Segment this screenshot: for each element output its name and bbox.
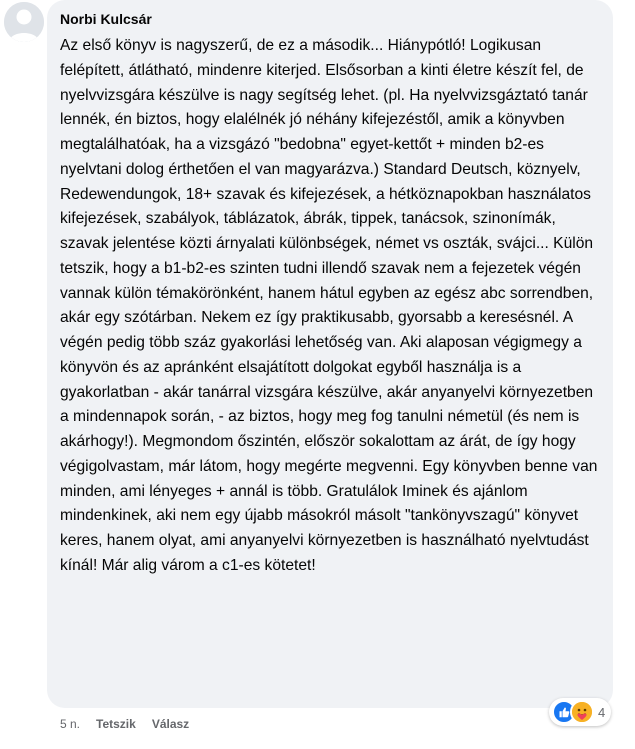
reaction-count: 4 [598,704,606,720]
reaction-summary[interactable] [549,698,611,726]
avatar[interactable] [4,2,44,42]
comment-actions [60,714,205,734]
comment-bubble [47,0,613,708]
care-icon [570,700,594,724]
reply-button[interactable]: Válasz [151,717,190,731]
comment-timestamp[interactable]: 5 n. [60,717,81,731]
like-button[interactable]: Tetszik [96,717,136,731]
default-avatar-icon [4,2,44,42]
comment-text: Az első könyv is nagyszerű, de ez a második... Hiánypótló! Logikusan felépített, átlátható, mindenre kiterjed. Elsősorban a kinti életre készít fel, de nyelvvizsgára készülve is nagy segítség lehet. (pl. Ha nyelvvizsgáztató tanár lennék, én biztos, hogy elalélnék jó néhány kifejezéstől, amik a könyvben megtalálhatóak, ha a vizsgázó "bedobna" egyet-kettőt + minden b2-es nyelvtani dolog érthetően el van magyarázva.) Standard Deutsch, köznyelv, Redewendungok, 18+ szavak és kifejezések, a hétköznapokban használatos kifejezések, szabályok, táblázatok, ábrák, tippek, tanácsok, szinonímák, szavak jelentése közti árnyalati különbségek, német vs oszták, svájci... Külön tetszik, hogy a b1-b2-es szinten tudni illendő szavak nem a fejezetek végén vannak külön témakörönként, hanem hátul egyben az egész abc sorrendben, akár egy szótárban. Nekem ez így praktikusabb, gyorsabb a keresésnél. A végén pedig több száz gyakorlási lehetőség van. Aki alaposan végigmegy a könyvön és az apránként elsajátított dolgokat egyből használja is a gyakorlatban - akár tanárral vizsgára készülve, akár anyanyelvi környezetben a mindennapok során, - az biztos, hogy meg fog tanulni németül (és nem is akárhogy!). Megmondom őszintén, először sokalottam az árát, de így hogy végigolvastam, már látom, hogy megérte megvenni. Egy könyvben benne van minden, ami lényeges + annál is több. Gratulálok Iminek és ajánlom mindenkinek, aki nem egy újabb másokról másolt "tankönyvszagú" könyvet keres, hanem olyat, ami anyanyelvi környezetben is használható nyelvtudást kínál! Már alig várom a c1-es kötetet! [60,37,598,574]
comment-author[interactable]: Norbi Kulcsár [60,11,152,27]
